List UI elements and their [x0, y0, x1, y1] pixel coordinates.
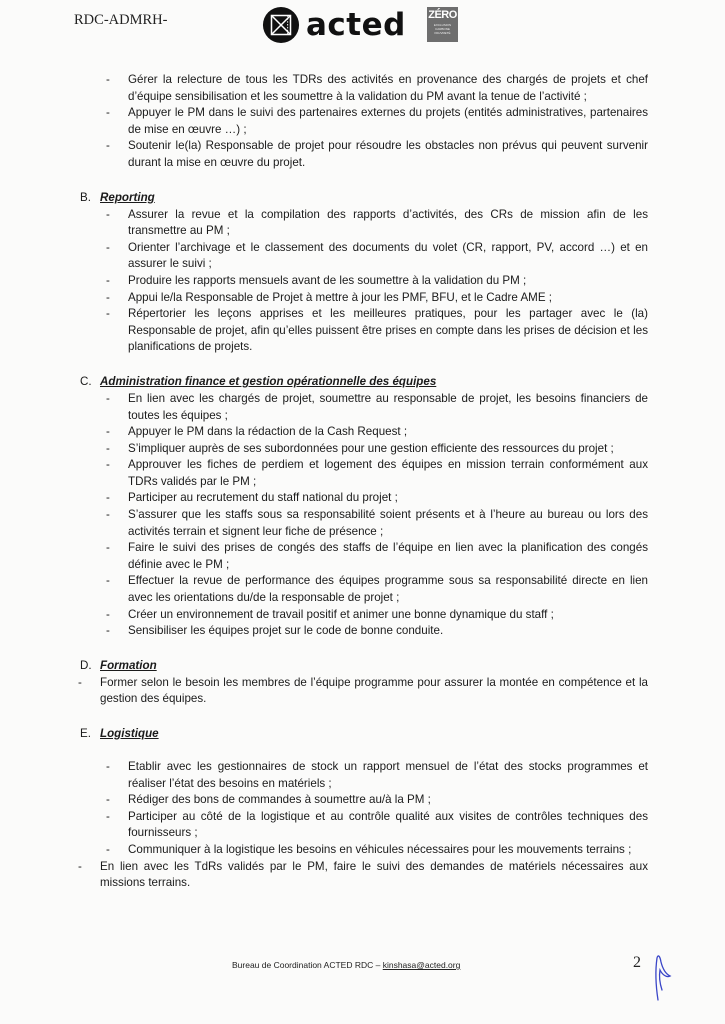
list-item: - Appuyer le PM dans la rédaction de la Cash Request ; — [100, 424, 648, 441]
section-letter: D. — [80, 658, 92, 672]
acted-logo-icon — [262, 6, 300, 44]
section-formation — [78, 658, 648, 708]
intro-bullet-list — [100, 72, 648, 172]
document-body — [78, 72, 648, 892]
bullet-dash: - — [106, 541, 110, 555]
section-reporting — [80, 190, 648, 356]
list-item: - Faire le suivi des prises de congés des staffs de l’équipe en lien avec la planification des congés définie avec le PM ; — [106, 541, 648, 571]
zero-badge-line: EXCLUSION — [433, 23, 452, 27]
section-letter: C. — [80, 374, 92, 388]
list-item: - Effectuer la revue de performance des équipes programme sous sa responsabilité directe en lien avec les orientations du/de la responsable de projet ; — [106, 574, 648, 605]
bullet-dash: - — [106, 624, 110, 638]
list-item: - Former selon le besoin les membres de l’équipe programme pour assurer la montée en compétence et la gestion des équipes. — [78, 675, 648, 706]
list-item: - En lien avec les chargés de projet, soumettre au responsable de projet, les besoins financiers de toutes les équipes ; — [106, 391, 648, 422]
section-title: Formation — [100, 658, 157, 672]
list-item: - Soutenir le(la) Responsable de projet pour résoudre les obstacles non prévus qui peuvent survenir durant la mise en œuvre du projet. — [106, 139, 648, 169]
footer-email-link[interactable]: kinshasa@acted.org — [382, 960, 461, 970]
bullet-dash: - — [106, 491, 110, 505]
section-title: Administration finance et gestion opérationnelle des équipes — [100, 374, 437, 388]
section-title: Logistique — [100, 727, 159, 740]
bullet-dash: - — [106, 508, 110, 522]
list-item: - Sensibiliser les équipes projet sur le code de bonne conduite. — [100, 623, 648, 640]
bullet-dash: - — [78, 859, 82, 873]
zero-badge-line: CARBONE — [435, 27, 450, 31]
bullet-dash: - — [106, 240, 110, 254]
list-item: - Communiquer à la logistique les besoins en véhicules nécessaires pour les mouvements terrains ; — [100, 842, 648, 859]
page-footer — [232, 960, 460, 970]
zero-badge — [427, 7, 458, 42]
bullet-list — [78, 675, 648, 708]
list-item: - Appui le/la Responsable de Projet à mettre à jour les PMF, BFU, et le Cadre AME ; — [100, 290, 648, 307]
list-item: - S’assurer que les staffs sous sa responsabilité soient présents et à l’heure au bureau ou lors des activités terrain et signent leur fiche de présence ; — [106, 508, 648, 538]
bullet-dash: - — [106, 760, 110, 773]
section-heading — [80, 658, 648, 675]
bullet-dash: - — [106, 307, 110, 321]
list-item: - Approuver les fiches de perdiem et logement des équipes en mission terrain conformément aux TDRs validés par le PM ; — [106, 458, 648, 488]
bullet-dash: - — [106, 441, 110, 455]
bullet-dash: - — [106, 809, 110, 823]
section-heading — [80, 726, 648, 743]
section-heading — [80, 374, 648, 391]
bullet-dash: - — [78, 675, 82, 689]
section-heading — [80, 190, 648, 207]
bullet-dash: - — [106, 207, 110, 221]
list-item: - Participer au côté de la logistique et au contrôle qualité aux visites de contrôles techniques des fournisseurs ; — [106, 809, 648, 840]
list-item: - Produire les rapports mensuels avant de les soumettre à la validation du PM ; — [100, 273, 648, 290]
bullet-dash: - — [106, 574, 110, 588]
bullet-dash: - — [106, 106, 110, 120]
bullet-list — [100, 391, 648, 640]
bullet-dash: - — [106, 842, 110, 856]
bullet-list — [100, 207, 648, 356]
bullet-dash: - — [106, 458, 110, 472]
bullet-dash: - — [106, 290, 110, 304]
bullet-dash: - — [106, 139, 110, 153]
section-title: Reporting — [100, 190, 155, 204]
footer-text: Bureau de Coordination ACTED RDC – — [232, 960, 383, 970]
bullet-list — [100, 759, 648, 859]
acted-logo — [262, 5, 406, 45]
handwritten-initials-icon — [652, 952, 676, 1002]
bullet-dash: - — [106, 425, 110, 439]
section-administration — [80, 374, 648, 640]
list-item: - Gérer la relecture de tous les TDRs des activités en provenance des chargés de projets et chef d’équipe sensibilisation et les soumettre à la validation du PM avant la tenue de l’activité ; — [106, 73, 648, 103]
list-item: - Assurer la revue et la compilation des rapports d’activités, des CRs de mission afin de les transmettre au PM ; — [106, 207, 648, 238]
list-item: - Etablir avec les gestionnaires de stock un rapport mensuel de l’état des stocks programmes et réaliser l’état des besoins en matériels ; — [106, 760, 648, 790]
zero-badge-line: PAUVRETÉ — [434, 31, 451, 35]
logo-wordmark: acted — [306, 7, 406, 43]
list-item: - Participer au recrutement du staff national du projet ; — [100, 490, 648, 507]
bullet-list — [78, 859, 648, 892]
page-number: 2 — [633, 954, 641, 971]
bullet-dash: - — [106, 391, 110, 405]
section-logistique — [78, 726, 648, 892]
list-item: - S’impliquer auprès de ses subordonnées pour une gestion efficiente des ressources du projet ; — [100, 441, 648, 458]
zero-badge-title: ZÉRO — [428, 9, 457, 21]
list-item: - Orienter l’archivage et le classement des documents du volet (CR, rapport, PV, accord …) et en assurer le suivi ; — [106, 240, 648, 271]
bullet-dash: - — [106, 73, 110, 86]
section-letter: B. — [80, 190, 91, 204]
list-item: - En lien avec les TdRs validés par le PM, faire le suivi des demandes de matériels nécessaires aux missions terrains. — [78, 859, 648, 890]
section-letter: E. — [80, 727, 91, 740]
list-item: - Répertorier les leçons apprises et les meilleures pratiques, pour les partager avec le (la) Responsable de projet, afin qu’elles puissent être prises en compte dans les prises de décision et les planifications de projets. — [106, 307, 648, 354]
bullet-dash: - — [106, 273, 110, 287]
list-item: - Appuyer le PM dans le suivi des partenaires externes du projets (entités administratives, partenaires de mise en œuvre …) ; — [106, 106, 648, 136]
list-item: - Rédiger des bons de commandes à soumettre au/à la PM ; — [100, 792, 648, 809]
bullet-dash: - — [106, 607, 110, 621]
document-reference: RDC-ADMRH- — [74, 12, 168, 28]
list-item: - Créer un environnement de travail positif et animer une bonne dynamique du staff ; — [100, 607, 648, 624]
bullet-dash: - — [106, 793, 110, 807]
